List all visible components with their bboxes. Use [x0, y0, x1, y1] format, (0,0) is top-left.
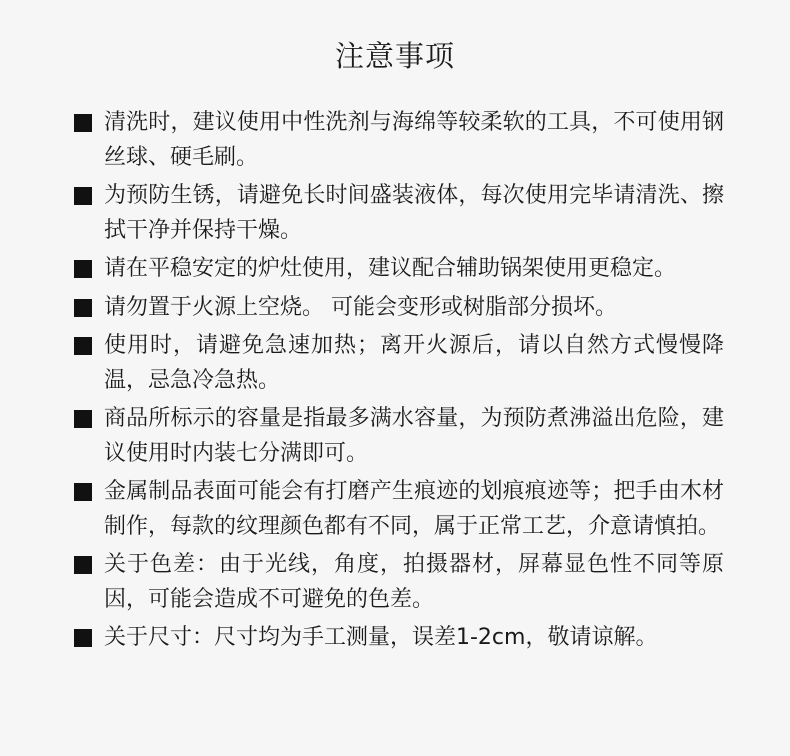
- note-text: 金属制品表面可能会有打磨产生痕迹的划痕痕迹等；把手由木材制作，每款的纹理颜色都有不同，属于正常工艺，介意请慎拍。: [104, 479, 724, 539]
- square-bullet-icon: [74, 260, 92, 278]
- note-text: 清洗时，建议使用中性洗剂与海绵等较柔软的工具，不可使用钢丝球、硬毛刷。: [104, 110, 724, 170]
- list-item: [74, 475, 724, 544]
- list-item: [74, 621, 724, 656]
- square-bullet-icon: [74, 114, 92, 132]
- list-item: [74, 106, 724, 175]
- square-bullet-icon: [74, 629, 92, 647]
- page-title: 注意事项: [334, 39, 455, 73]
- square-bullet-icon: [74, 483, 92, 501]
- square-bullet-icon: [74, 556, 92, 574]
- square-bullet-icon: [74, 299, 92, 317]
- list-item: [74, 252, 724, 287]
- notes-list: [74, 106, 724, 660]
- square-bullet-icon: [74, 337, 92, 355]
- note-text: 关于色差：由于光线，角度，拍摄器材，屏幕显色性不同等原因，可能会造成不可避免的色差。: [104, 552, 724, 612]
- list-item: [74, 291, 724, 326]
- note-text: 请勿置于火源上空烧。 可能会变形或树脂部分损坏。: [104, 294, 617, 320]
- note-text: 使用时，请避免急速加热；离开火源后，请以自然方式慢慢降温，忌急冷急热。: [104, 333, 724, 393]
- square-bullet-icon: [74, 410, 92, 428]
- list-item: [74, 329, 724, 398]
- note-text: 为预防生锈，请避免长时间盛装液体，每次使用完毕请清洗、擦拭干净并保持干燥。: [104, 183, 724, 243]
- list-item: [74, 402, 724, 471]
- list-item: [74, 179, 724, 248]
- note-text: 关于尺寸：尺寸均为手工测量，误差1-2cm，敬请谅解。: [104, 625, 658, 650]
- square-bullet-icon: [74, 187, 92, 205]
- note-text: 商品所标示的容量是指最多满水容量，为预防煮沸溢出危险，建议使用时内装七分满即可。: [104, 406, 724, 466]
- list-item: [74, 548, 724, 617]
- note-text: 请在平稳安定的炉灶使用，建议配合辅助锅架使用更稳定。: [104, 256, 677, 281]
